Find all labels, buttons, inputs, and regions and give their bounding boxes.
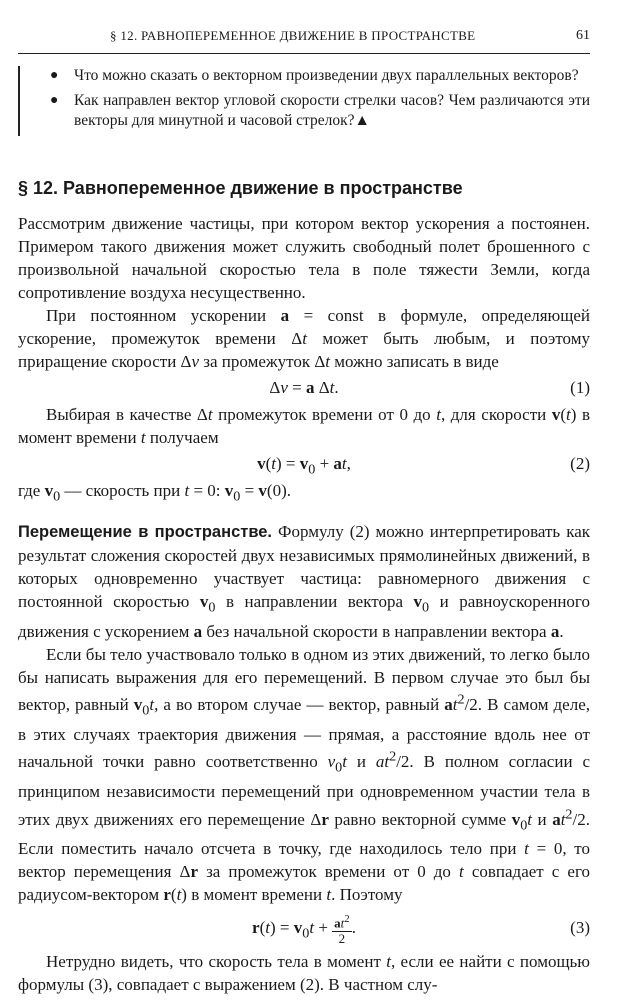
page-number: 61	[576, 28, 590, 43]
var-v: v	[191, 352, 200, 371]
paragraph-displacement	[18, 520, 590, 642]
text-run: можно записать в виде	[330, 352, 499, 371]
vector-a: a	[280, 306, 290, 325]
header-rule	[18, 53, 590, 54]
paragraph-acceleration	[18, 304, 590, 373]
var-t: t	[302, 329, 307, 348]
equation-number: (3)	[570, 917, 590, 937]
section-heading: § 12. Равнопеременное движение в пространстве	[18, 178, 463, 198]
spacer	[18, 508, 590, 520]
equation-3	[18, 906, 590, 950]
paragraph-text: где $v_0$ — скорость при t = 0: $v_0 = v(0)$.	[18, 481, 291, 505]
paragraph-independence	[18, 643, 590, 906]
paragraph-intro	[18, 212, 590, 304]
question-text: Как направлен вектор угловой скорости стрелки часов? Чем различаются эти векторы для минутной и часовой стрелок?▲	[74, 92, 590, 129]
subsection-label: Перемещение в пространстве.	[18, 523, 273, 542]
fraction: $\frac{at^2}{2}$	[334, 913, 350, 946]
paragraph-text: Выбирая в качестве Δt промежуток времени от 0 до t, для скорости v(t) в момент времени t получаем	[18, 405, 590, 447]
text-run: При постоянном ускорении	[46, 306, 281, 325]
question-item	[20, 91, 592, 131]
paragraph-conclusion	[18, 950, 590, 996]
running-head	[18, 28, 590, 48]
equation-number: (2)	[570, 454, 590, 473]
paragraph-text: Рассмотрим движение частицы, при котором вектор ускорения a постоянен. Примером такого движения может служить свободный полет брошенного с произвольной начальной скоростью тела в поле тяжести Земли, когда сопротивление воздуха несущественно.	[18, 214, 590, 302]
equation-formula: $v(t) = v_0$ + at,	[257, 454, 351, 478]
equation-1	[18, 373, 590, 403]
var-t: t	[325, 352, 331, 371]
book-page	[18, 0, 590, 1000]
running-head-title: § 12. РАВНОПЕРЕМЕННОЕ ДВИЖЕНИЕ В ПРОСТРАНСТВЕ	[110, 28, 476, 43]
bullet-icon: ●	[50, 93, 59, 108]
review-questions-block	[18, 66, 592, 136]
text-run: за промежуток Δ	[199, 352, 326, 371]
text-run: = const в формуле, определяющей ускорение, промежуток времени Δ	[18, 306, 590, 348]
body-text	[18, 212, 590, 996]
paragraph-text: Формулу (2) можно интерпретировать как результат сложения скоростей двух независимых прямолинейных движений, в которых одновременно участвует частица: равномерного движения с постоянной скоростью $v_0$ в направлении вектора $v_0$ и равноускоренного движения с ускорением a без начальной скорости в направлении вектора a.	[18, 522, 590, 641]
question-text: Что можно сказать о векторном произведении двух параллельных векторов?	[74, 67, 579, 84]
equation-formula: $r(t) = v_0t$ + $\frac{at^2}{2}$ .	[252, 913, 356, 946]
equation-formula: Δv = a Δt.	[269, 378, 339, 397]
equation-number: (1)	[570, 378, 590, 397]
equation-2	[18, 449, 590, 479]
paragraph-text: Если бы тело участвовало только в одном из этих движений, то легко было бы написать выражения для его перемещений. В первом случае это был бы вектор, равный $v_0t$, а во втором случае — вектор, равный $at^2/2$. В самом деле, в этих случаях траектория движения — прямая, а расстояние вдоль нее от начальной точки равно соответственно $v_0t$ и $at^2/2$. В полном согласии с принципом независимости перемещений при одновременном участии тела в этих двух движениях его перемещение Δr равно векторной сумме $v_0t$ и $at^2/2$. Если поместить начало отсчета в точку, где находилось тело при t = 0, то вектор перемещения Δr за промежуток времени от 0 до t совпадает с его радиусом-вектором r(t) в момент времени t. Поэтому	[18, 644, 591, 904]
paragraph-choice	[18, 403, 590, 449]
text-run: может быть любым, и поэтому приращение скорости Δ	[18, 329, 590, 371]
paragraph-text: Нетрудно видеть, что скорость тела в момент t, если ее найти с помощью формулы (3), совпадает с выражением (2). В частном слу-	[18, 951, 590, 994]
question-item	[20, 66, 592, 86]
bullet-icon: ●	[50, 68, 59, 83]
